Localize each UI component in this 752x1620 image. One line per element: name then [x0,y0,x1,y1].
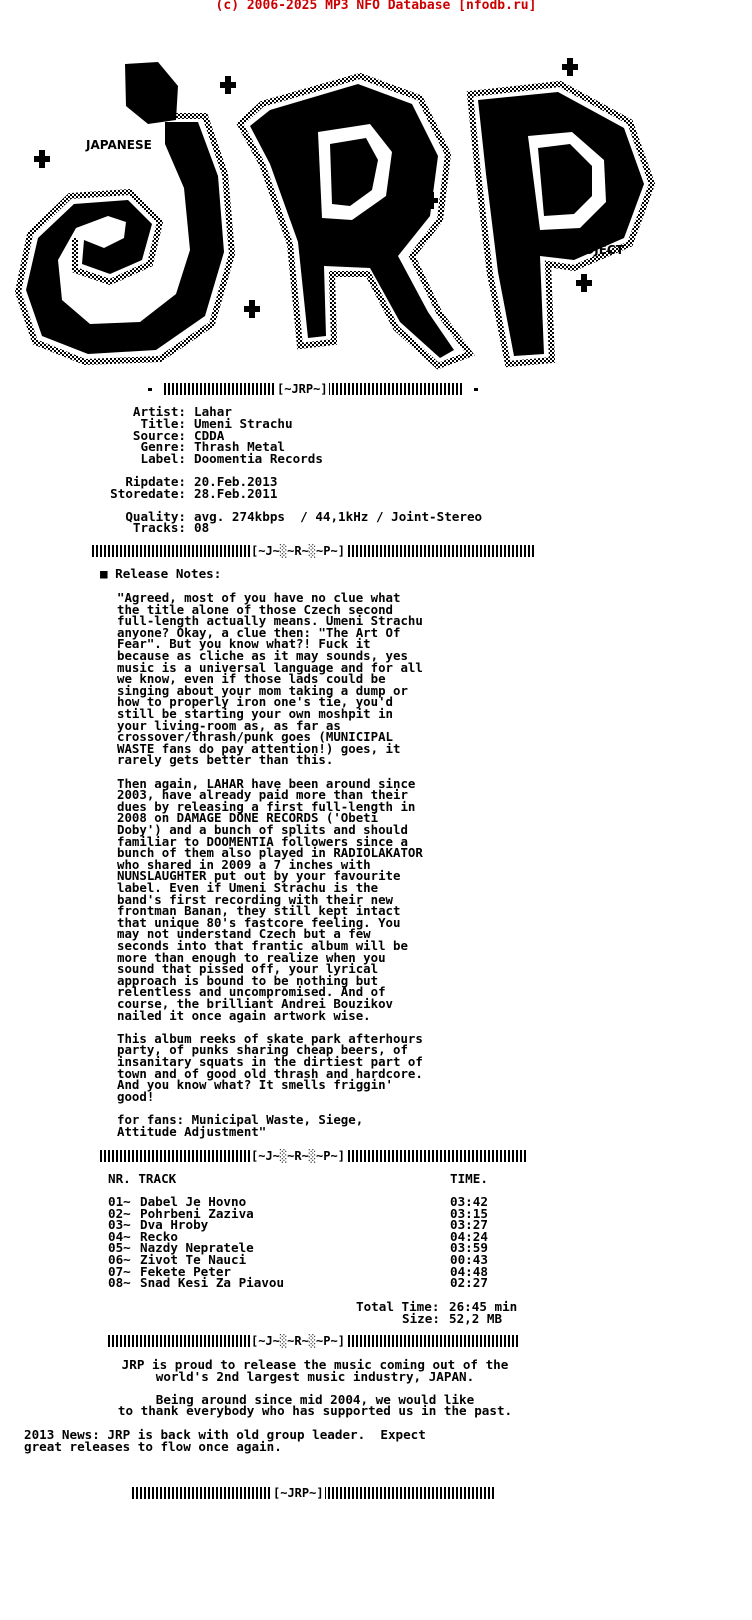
size: 52,2 MB [449,1311,503,1326]
notes-line: course, the brilliant Andrei Bouzikov [117,996,394,1011]
track-time: 04:48 [450,1263,488,1279]
logo-label-project: PROJECT [566,243,624,257]
total-time: 26:45 min [449,1299,518,1314]
info-value: CDDA [194,428,225,443]
info-value: Doomentia Records [194,451,323,466]
notes-heading: ■ Release Notes: [100,566,222,581]
notes-line: that unique 80's fastcore feeling. You [117,914,401,930]
track-number: 01~ [108,1194,131,1209]
divider-info [92,545,534,557]
notes-line: approach is bound to be nothing but [117,972,379,988]
divider-bottom-label: [~JRP~] [273,1486,324,1500]
track-time: 03:15 [450,1205,488,1221]
notes-line: party, of punks sharing cheap beers, of [117,1042,408,1058]
track-title: Nazdy Nepratele [140,1240,254,1256]
info-label: Quality: [125,509,186,524]
divider-tracks [100,1150,526,1162]
footer-line: Being around since mid 2004, we would like [155,1391,475,1407]
news-line: great releases to flow once again. [24,1438,282,1454]
notes-line: "Agreed, most of you have no clue what [117,590,401,605]
notes-line: This album reeks of skate park afterhours [117,1030,423,1046]
divider-tracks-label: [~J~░~R~░~P~] [251,1149,345,1163]
divider-top-label: [~JRP~] [277,382,328,396]
notes-line: anyone? Okay, a clue then: "The Art Of [117,624,401,640]
track-number: 08~ [108,1275,131,1291]
track-time: 02:27 [450,1275,488,1291]
notes-line: Doby') and a bunch of splits and should [117,822,408,837]
total-time-label: Total Time: [356,1299,440,1314]
track-title: Dva Hroby [140,1217,209,1233]
track-title: Dabel Je Hovno [140,1194,247,1209]
info-label: Genre: [140,439,186,454]
notes-line: your living-room as, as far as [117,717,341,733]
track-col-header: NR. TRACK [108,1171,177,1186]
info-label: Storedate: [110,486,186,501]
info-value: Umeni Strachu [194,416,293,431]
notes-line: frontman Banan, they still kept intact [117,903,401,919]
logo-label-release: RELEASE [326,92,386,106]
notes-line: because as cliche as it may sounds, yes [117,648,408,663]
track-time: 00:43 [450,1252,488,1267]
notes-line: music is a universal language and for all [117,659,423,675]
notes-line: insanitary squats in the dirtiest part of [117,1054,423,1069]
notes-line: band's first recording with their new [117,891,394,907]
time-col-header: TIME. [450,1171,488,1186]
notes-line: sound that pissed off, your lyrical [117,961,379,977]
info-label: Title: [140,416,186,431]
info-label: Source: [132,428,186,443]
notes-line: 2003, have already paid more than their [117,787,408,803]
notes-line: full-length actually means. Umeni Strachu [117,613,423,629]
track-time: 04:24 [450,1228,488,1244]
info-value: Lahar [194,404,232,419]
info-value: avg. 274kbps / 44,1kHz / Joint-Stereo [194,509,483,524]
track-time: 03:59 [450,1240,488,1256]
notes-line: familiar to DOOMENTIA followers since a [117,833,408,849]
divider-info-label: [~J~░~R~░~P~] [251,544,345,558]
track-time: 03:42 [450,1194,488,1209]
notes-line: label. Even if Umeni Strachu is the [117,880,379,895]
notes-line: who shared in 2009 a 7 inches with [117,856,371,872]
track-title: Snad Kesi Za Piavou [140,1275,285,1291]
notes-line: for fans: Municipal Waste, Siege, [117,1112,364,1127]
logo-label-japanese: JAPANESE [86,138,152,152]
info-value: Thrash Metal [194,439,285,454]
notes-line: singing about your mom taking a dump or [117,682,408,698]
track-title: Zivot Te Nauci [140,1252,247,1267]
size-label: Size: [402,1311,440,1326]
track-number: 06~ [108,1252,131,1267]
notes-line: bunch of them also played in RADIOLAKATOR [117,845,423,861]
notes-line: more than enough to realize when you [117,949,386,965]
track-time: 03:27 [450,1217,488,1233]
track-number: 05~ [108,1240,131,1256]
notes-line: WASTE fans do pay attention!) goes, it [117,740,401,756]
track-number: 07~ [108,1263,131,1279]
divider-bottom [132,1487,496,1499]
track-title: Recko [140,1228,178,1244]
notes-line: crossover/thrash/punk goes (MUNICIPAL [117,729,394,745]
divider-footer [108,1335,518,1347]
info-value: 28.Feb.2011 [194,486,278,501]
notes-line: nailed it once again artwork wise. [117,1007,371,1023]
divider-top [148,383,478,395]
track-title: Fekete Peter [140,1263,231,1279]
notes-line: still be starting your own moshpit in [117,706,394,721]
footer-line: JRP is proud to release the music coming out of the [121,1357,509,1372]
notes-line: relentless and uncompromised. And of [117,984,386,1000]
news-line: 2013 News: JRP is back with old group leader. Expect [24,1427,426,1442]
notes-line: NUNSLAUGHTER put out by your favourite [117,868,401,884]
info-label: Tracks: [132,520,186,535]
divider-footer-label: [~J~░~R~░~P~] [251,1334,345,1348]
footer-line: world's 2nd largest music industry, JAPAN. [155,1368,475,1384]
notes-line: And you know what? It smells friggin' [117,1077,394,1093]
notes-line: good! [117,1088,155,1104]
notes-line: how to properly iron one's tie, you'd [117,694,394,710]
track-title: Pohrbeni Zaziva [140,1205,254,1221]
notes-line: the title alone of those Czech second [117,601,394,617]
notes-line: may not understand Czech but a few [117,926,371,942]
site-header: (c) 2006-2025 MP3 NFO Database [nfodb.ru] [215,0,537,13]
notes-line: we know, even if those lads could be [117,671,386,687]
track-number: 04~ [108,1228,131,1244]
info-value: 20.Feb.2013 [194,474,278,489]
notes-line: Attitude Adjustment" [117,1123,267,1139]
notes-line: seconds into that frantic album will be [117,938,408,953]
info-label: Artist: [132,404,186,419]
notes-line: rarely gets better than this. [117,752,334,768]
logo-letter-p-body [478,92,644,356]
info-label: Label: [140,451,186,466]
track-number: 02~ [108,1205,131,1221]
info-value: 08 [194,520,210,535]
notes-line: town and of good old thrash and hardcore. [117,1065,423,1081]
notes-line: dues by releasing a first full-length in [117,798,416,814]
notes-line: 2008 on DAMAGE DONE RECORDS ('Obeti [117,810,379,826]
info-label: Ripdate: [125,474,186,489]
notes-line: Then again, LAHAR have been around since [117,775,416,791]
notes-line: Fear". But you know what?! Fuck it [117,636,371,652]
footer-line: to thank everybody who has supported us in the past. [117,1403,513,1419]
track-number: 03~ [108,1217,131,1233]
jrp-logo [0,24,752,374]
